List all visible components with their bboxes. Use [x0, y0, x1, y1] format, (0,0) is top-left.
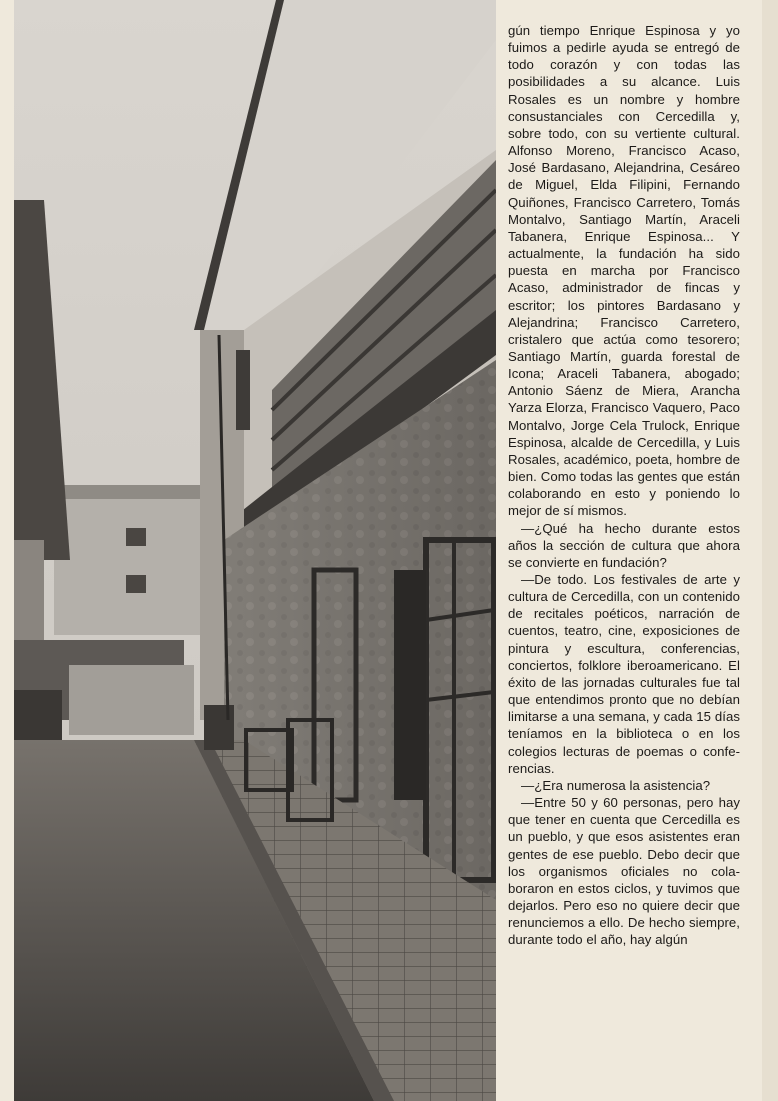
article-paragraph: —¿Era numerosa la asistencia? — [521, 777, 711, 793]
article-paragraph: —Entre 50 y 60 personas, pero hay que tener en cuenta que Cercedilla es un pueblo, y que esos asistentes eran gentes de ese pueblo. Debo decir que los organismos oficiales no colaboraron en estos ciclos, y tuvimos que dejarlos. Pero eso no quiere decir que renunciemos a ello. De hecho siempre, durante todo el año, hay algún — [508, 795, 740, 948]
page-margin — [762, 0, 778, 1101]
article-paragraph: gún tiempo Enrique Espinosa y yo fuimos a pedirle ayuda se entregó de todo corazón y con todas las posibilidades a su alcance. Luis Rosales es un nombre y hombre consustanciales con Cercedilla y, sobre todo, con su vertiente cultural. Alfonso Moreno, Francisco Acaso, José Bardasano, Alejandrina, Cesáreo de Miguel, Elda Filipini, Fernando Quiñones, Francisco Carretero, Tomás Montalvo, Santiago Martín, Araceli Tabanera, Enrique Espinosa... Y actualmente, la fundación ha sido puesta en marcha por Francisco Acaso, administrador de fincas y escritor; los pintores Bardasano y Alejandrina; Francisco Carretero, cristalero que actúa como tesorero; Santiago Martín, guarda forestal de Icona; Araceli Tabanera, abogado; Antonio Sáenz de Miera, Arancha Yarza Elorza, Francisco Vaquero, Paco Montalvo, Jorge Cela Trulock, Enrique Espinosa, alcalde de Cercedilla, y Luis Rosales, académico, poeta, hombre de bien. Como todas las gentes que están colaborando en esto y poniendo lo mejor de sí mismos. — [508, 23, 740, 519]
street-photo — [14, 0, 496, 1101]
article-text-column — [508, 22, 740, 948]
article-paragraph: —De todo. Los festivales de arte y cultura de Cercedilla, con un contenido de recitales poéticos, narración de cuentos, teatro, cine, exposiciones de pintura y escultura, conferencias, conciertos, folklore iberoamericano. El éxito de las jornadas culturales fue tal que entendimos pronto que no debían limitarse a una semana, y cada 15 días teníamos en la biblioteca o en los colegios lecturas de poemas o conferencias. — [508, 572, 740, 776]
article-paragraph: —¿Qué ha hecho durante estos años la sección de cultura que ahora se convierte en fundación? — [508, 520, 740, 570]
photo-street-buildings-icon — [14, 0, 496, 1101]
